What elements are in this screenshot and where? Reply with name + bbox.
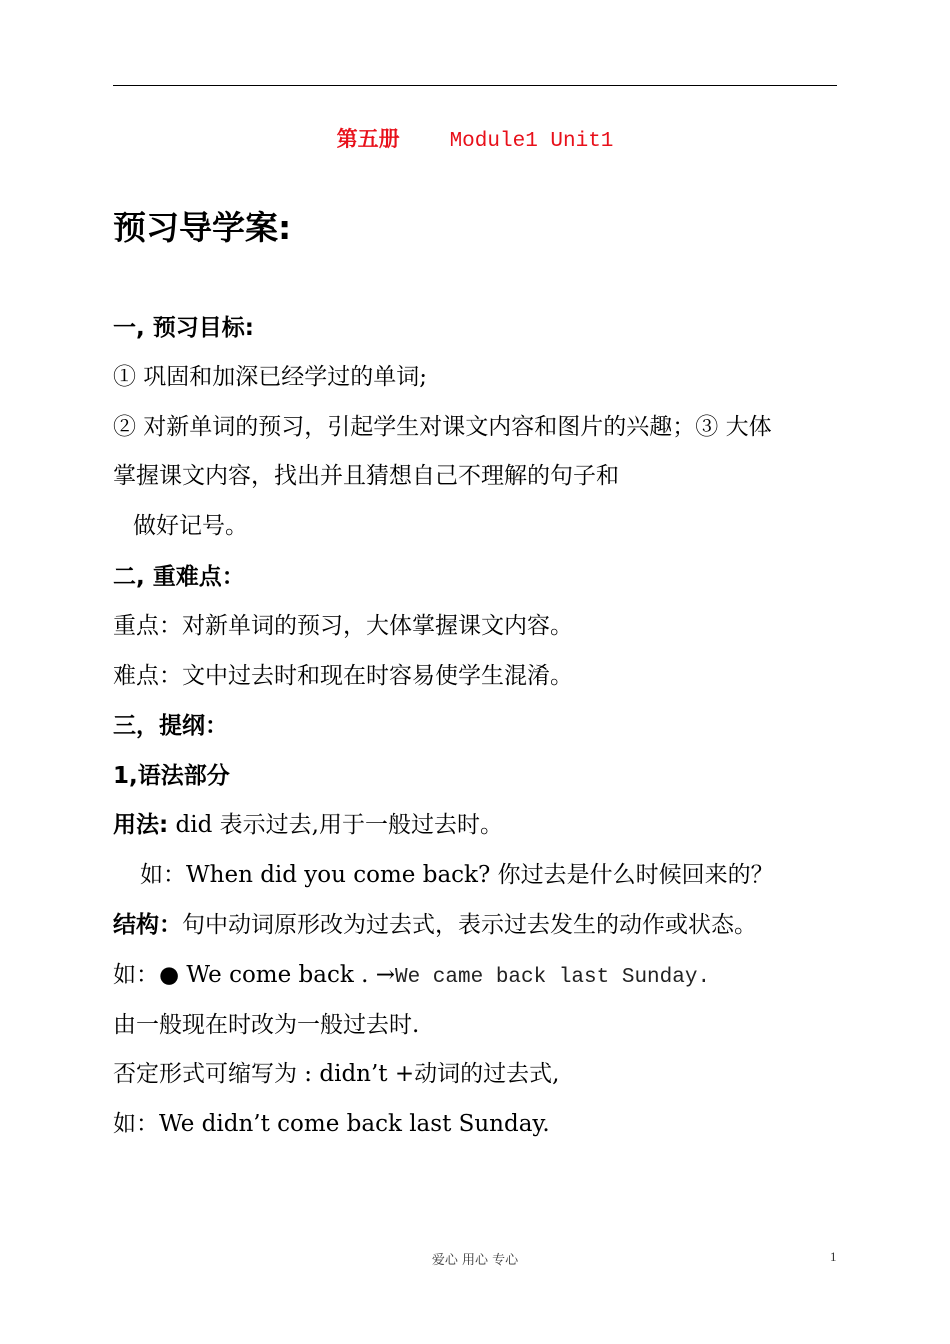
section-3-heading: 三，提纲： [113,713,228,739]
structure-line [113,906,757,939]
usage-example: 如：When did you come back? 你过去是什么时候回来的？ [140,862,774,888]
header-rule [113,85,837,86]
goal-line-2: ② 对新单词的预习，引起学生对课文内容和图片的兴趣；③ 大体 [113,414,772,440]
doc-header [0,123,950,153]
unit-label: Module1 Unit1 [449,130,614,153]
usage-label: 用法: [113,812,169,838]
section-2-heading: 二, 重难点： [113,564,245,590]
negative-example: 如：We didn’t come back last Sunday. [113,1111,550,1137]
structure-label: 结构： [113,912,182,938]
negative-note: 否定形式可缩写为 : didn’t +动词的过去式, [113,1061,560,1087]
structure-example [113,956,710,989]
difficult-point: 难点：文中过去时和现在时容易使学生混淆。 [113,663,573,689]
structure-text: 句中动词原形改为过去式，表示过去发生的动作或状态。 [182,912,757,938]
page-number: 1 [830,1249,837,1264]
example-mono: We came back last Sunday. [395,966,711,989]
example-prefix: 如：● We come back . → [113,962,395,988]
goal-line-3: 掌握课文内容，找出并且猜想自己不理解的句子和 [113,463,619,489]
key-point: 重点：对新单词的预习，大体掌握课文内容。 [113,613,573,639]
footer-motto: 爱心 用心 专心 [431,1253,519,1268]
grammar-subheading: 1,语法部分 [113,763,230,789]
book-label: 第五册 [336,126,400,151]
usage-line [113,806,503,839]
page-title: 预习导学案: [113,208,292,247]
usage-text: did 表示过去,用于一般过去时。 [168,812,503,838]
goal-line-4: 做好记号。 [133,513,248,539]
section-1-heading: 一, 预习目标: [113,315,254,341]
tense-note: 由一般现在时改为一般过去时. [113,1012,420,1038]
goal-line-1: ① 巩固和加深已经学过的单词; [113,364,428,390]
